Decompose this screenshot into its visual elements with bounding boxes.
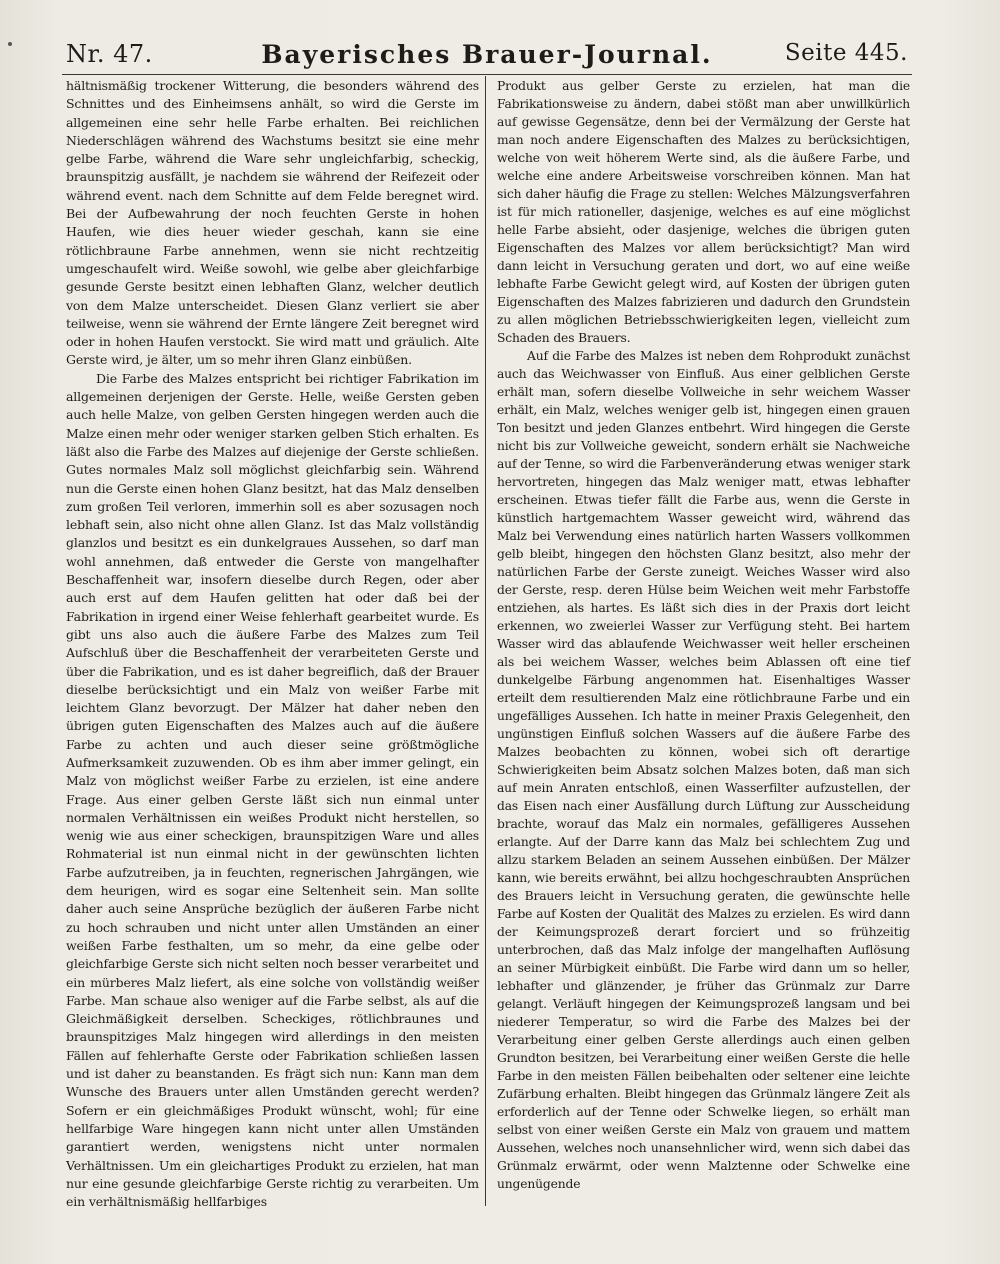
page-number: Seite 445. [784, 40, 908, 66]
right-column [497, 77, 910, 1193]
paragraph: Die Farbe des Malzes entspricht bei richtiger Fabrikation im allgemeinen derjenigen der Gerste. Helle, weiße Gersten geben auch helle Malze, von gelben Gersten hingegen werden auch die Malze einen mehr oder weniger starken gelben Stich erhalten. Es läßt also die Farbe des Malzes auf diejenige der Gerste schließen. Gutes normales Malz soll möglichst gleichfarbig sein. Während nun die Gerste einen hohen Glanz besitzt, hat das Malz denselben zum großen Teil verloren, immerhin soll es aber sozusagen noch lebhaft sein, also nicht ohne allen Glanz. Ist das Malz vollständig glanzlos und besitzt es ein dunkelgraues Aussehen, so darf man wohl annehmen, daß entweder die Gerste von mangelhafter Beschaffenheit war, insofern dieselbe durch Regen, oder aber auch erst auf dem Haufen gelitten hat oder daß bei der Fabrikation in irgend einer Weise fehlerhaft gearbeitet wurde. Es gibt uns also auch die äußere Farbe des Malzes zum Teil Aufschluß über die Beschaffenheit der verarbeiteten Gerste und über die Fabrikation, und es ist daher begreiflich, daß der Brauer dieselbe berücksichtigt und ein Malz von weißer Farbe mit leichtem Glanz bevorzugt. Der Mälzer hat daher neben den übrigen guten Eigenschaften des Malzes auch auf die äußere Farbe zu achten und auch dieser seine größtmögliche Aufmerksamkeit zuzuwenden. Ob es ihm aber immer gelingt, ein Malz von möglichst weißer Farbe zu erzielen, ist eine andere Frage. Aus einer gelben Gerste läßt sich nun einmal unter normalen Verhältnissen ein weißes Produkt nicht herstellen, so wenig wie aus einer scheckigen, braunspitzigen Ware und alles Rohmaterial ist nun einmal nicht in der gewünschten lichten Farbe aufzutreiben, ja in feuchten, regnerischen Jahrgängen, wie dem heurigen, wird es sogar eine Seltenheit sein. Man sollte daher auch seine Ansprüche bezüglich der äußeren Farbe nicht zu hoch schrauben und nicht unter allen Umständen an einer weißen Farbe festhalten, um so mehr, da eine gelbe oder gleichfarbige Gerste sich nicht selten noch besser verarbeitet und ein mürberes Malz liefert, als eine solche von vollständig weißer Farbe. Man schaue also weniger auf die Farbe selbst, als auf die Gleichmäßigkeit derselben. Scheckiges, rötlichbraunes und braunspitziges Malz hingegen wird allerdings in den meisten Fällen auf fehlerhafte Gerste oder Fabrikation schließen lassen und ist daher zu beanstanden. Es frägt sich nun: Kann man dem Wunsche des Brauers unter allen Umständen gerecht werden? Sofern er ein gleichmäßiges Produkt wünscht, wohl; für eine hellfarbige Ware hingegen kann nicht unter allen Umständen garantiert werden, wenigstens nicht unter normalen Verhältnissen. Um ein gleichartiges Produkt zu erzielen, hat man nur eine gesunde gleichfarbige Gerste richtig zu verarbeiten. Um ein verhältnismäßig hellfarbiges [66, 370, 479, 1210]
paragraph: Auf die Farbe des Malzes ist neben dem Rohprodukt zunächst auch das Weichwasser von Einfluß. Aus einer gelblichen Gerste erhält man, sofern dieselbe Vollweiche in sehr weichem Wasser erhält, ein Malz, welches weniger gelb ist, hingegen einen grauen Ton besitzt und jeden Glanzes entbehrt. Wird hingegen die Gerste nicht bis zur Vollweiche geweicht, sondern erhält sie Nachweiche auf der Tenne, so wird die Farbenveränderung etwas weniger stark hervortreten, hingegen das Malz weniger matt, etwas lebhafter erscheinen. Etwas tiefer fällt die Farbe aus, wenn die Gerste in künstlich hartgemachtem Wasser geweicht wird, während das Malz bei Verwendung eines natürlich harten Wassers vollkommen gelb bleibt, hingegen den höchsten Glanz besitzt, also mehr der natürlichen Farbe der Gerste zuneigt. Weiches Wasser wird also der Gerste, resp. deren Hülse beim Weichen weit mehr Farbstoffe entziehen, als hartes. Es läßt sich dies in der Praxis dort leicht erkennen, wo zweierlei Wasser zur Verfügung steht. Bei hartem Wasser wird das ablaufende Weichwasser weit heller erscheinen als bei weichem Wasser, welches beim Ablassen oft eine tief dunkelgelbe Färbung angenommen hat. Eisenhaltiges Wasser erteilt dem resultierenden Malz eine rötlichbraune Farbe und ein ungefälliges Aussehen. Ich hatte in meiner Praxis Gelegenheit, den ungünstigen Einfluß solchen Wassers auf die äußere Farbe des Malzes beobachten zu können, wobei sich oft derartige Schwierigkeiten beim Absatz solchen Malzes boten, daß man sich auf mein Anraten entschloß, einen Wasserfilter aufzustellen, der das Eisen nach einer Ausfällung durch Lüftung zur Ausscheidung brachte, worauf das Malz ein normales, gefälligeres Aussehen erlangte. Auf der Darre kann das Malz bei schlechtem Zug und allzu starkem Beladen an seinem Aussehen einbüßen. Der Mälzer kann, wie bereits erwähnt, bei allzu hochgeschraubten Ansprüchen des Brauers leicht in Versuchung geraten, die gewünschte helle Farbe auf Kosten der Qualität des Malzes zu erzielen. Es wird dann der Keimungsprozeß derart forciert und so frühzeitig unterbrochen, daß das Malz infolge der mangelhaften Auflösung an seiner Mürbigkeit einbüßt. Die Farbe wird dann um so heller, lebhafter und glänzender, je früher das Grünmalz zur Darre gelangt. Verläuft hingegen der Keimungsprozeß langsam und bei niederer Temperatur, so wird die Farbe des Malzes bei der Verarbeitung einer gelben Gerste allerdings auch einen gelben Grundton besitzen, bei Verarbeitung einer weißen Gerste die helle Farbe in den meisten Fällen beibehalten oder seltener eine leichte Zufärbung erhalten. Bleibt hingegen das Grünmalz längere Zeit als erforderlich auf der Tenne oder Schwelke liegen, so erhält man selbst von einer weißen Gerste ein Malz von grauem und mattem Aussehen, welches noch unansehnlicher wird, wenn sich dabei das Grünmalz erwärmt, oder wenn Malztenne oder Schwelke eine ungenügende [497, 349, 910, 1191]
page-header [66, 38, 908, 72]
paragraph: Produkt aus gelber Gerste zu erzielen, hat man die Fabrikationsweise zu ändern, dabei stößt man aber unwillkürlich auf gewisse Gegensätze, denn bei der Vermälzung der Gerste hat man noch andere Eigenschaften des Malzes zu berücksichtigen, welche von weit höherem Werte sind, als die äußere Farbe, und welche eine andere Arbeitsweise vorschreiben können. Man hat sich daher häufig die Frage zu stellen: Welches Mälzungsverfahren ist für mich rationeller, dasjenige, welches es auf eine möglichst helle Farbe absieht, oder dasjenige, welches die übrigen guten Eigenschaften des Malzes vor allem berücksichtigt? Man wird dann leicht in Versuchung geraten und dort, wo auf eine weiße lebhafte Farbe Gewicht gelegt wird, auf Kosten der übrigen guten Eigenschaften des Malzes fabrizieren und dadurch den Grundstein zu allen möglichen Betriebsschwierigkeiten legen, vielleicht zum Schaden des Brauers. [497, 79, 910, 345]
journal-title: Bayerisches Brauer-Journal. [261, 40, 713, 69]
header-rule [62, 74, 912, 75]
left-column [66, 77, 479, 1211]
column-divider [485, 76, 486, 1206]
issue-number: Nr. 47. [66, 40, 153, 68]
paragraph: hältnismäßig trockener Witterung, die besonders während des Schnittes und des Einheimsens anhält, so wird die Gerste im allgemeinen eine sehr helle Farbe erhalten. Bei reichlichen Niederschlägen während des Wachstums besitzt sie eine mehr gelbe Farbe, während die Ware sehr ungleichfarbig, scheckig, braunspitzig ausfällt, je nachdem sie während der Reifezeit oder während event. nach dem Schnitte auf dem Felde beregnet wird. Bei der Aufbewahrung der noch feuchten Gerste in hohen Haufen, wie dies heuer wieder geschah, kann sie eine rötlichbraune Farbe annehmen, wenn sie nicht rechtzeitig umgeschaufelt wird. Weiße sowohl, wie gelbe aber gleichfarbige gesunde Gerste besitzt einen lebhaften Glanz, welcher deutlich von dem Malze unterscheidet. Diesen Glanz verliert sie aber teilweise, wenn sie während der Ernte längere Zeit beregnet wird oder in hohen Haufen verstockt. Sie wird matt und gräulich. Alte Gerste wird, je älter, um so mehr ihren Glanz einbüßen. [66, 78, 479, 368]
scan-edge-mark [8, 42, 12, 46]
